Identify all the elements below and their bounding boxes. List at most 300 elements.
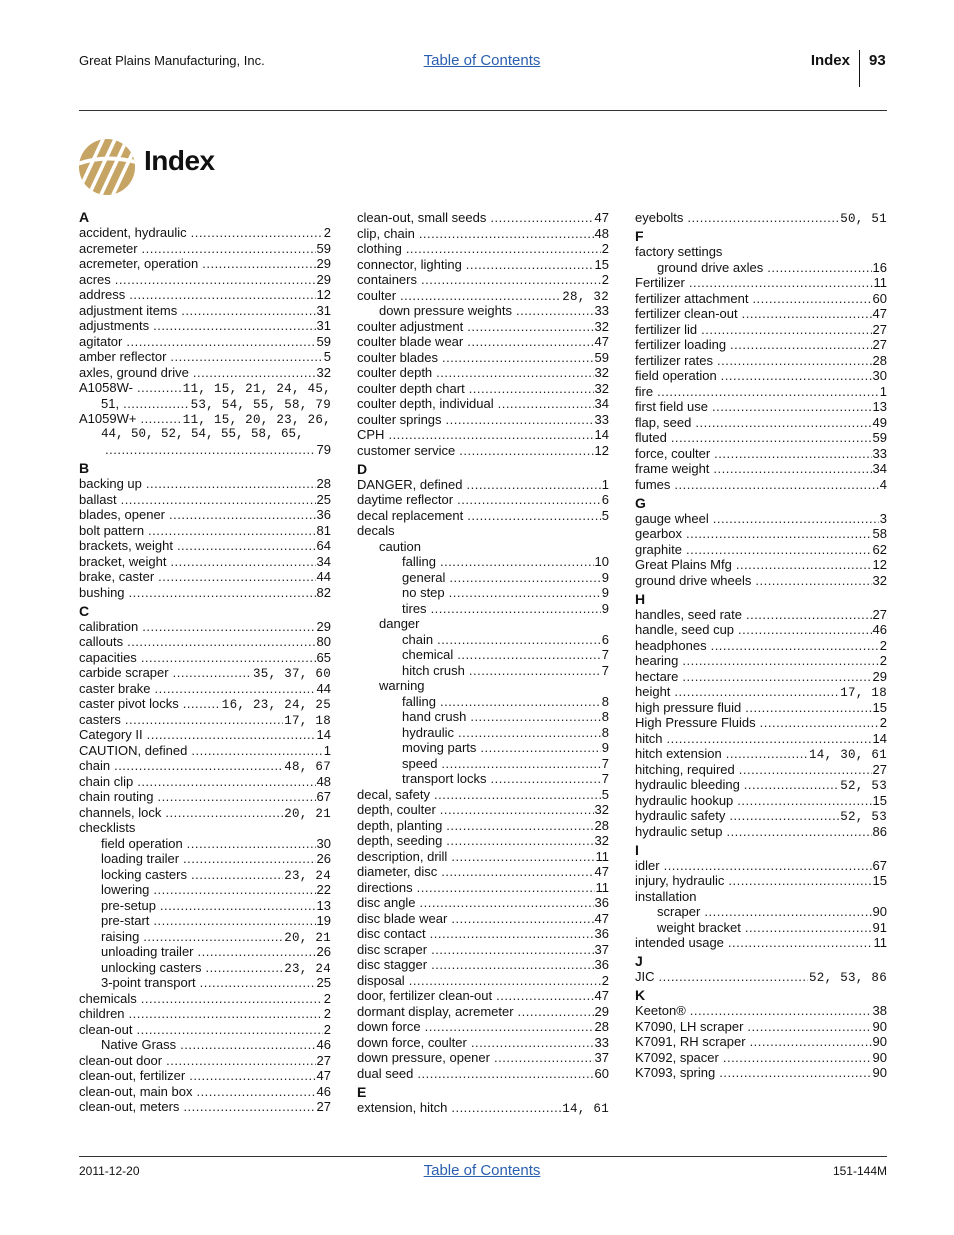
index-entry: [357, 756, 609, 772]
index-entry: [357, 365, 609, 381]
index-page-refs: 44: [316, 569, 331, 584]
index-entry: [357, 539, 609, 555]
index-entry: [79, 318, 331, 334]
index-entry: [357, 288, 609, 304]
company-name: Great Plains Manufacturing, Inc.: [79, 53, 265, 68]
index-page-refs: 11: [595, 879, 609, 895]
dot-leader: [129, 585, 316, 601]
index-term: transport locks: [402, 771, 487, 786]
index-page-refs: 27: [872, 321, 887, 337]
dot-leader: [141, 650, 316, 666]
dot-leader: [747, 1019, 871, 1035]
index-term: brackets, weight: [79, 538, 173, 553]
index-entry: [635, 368, 887, 384]
index-page-refs: 47: [594, 910, 609, 926]
section-name: Index: [810, 52, 850, 69]
index-term: A1058W-: [79, 380, 133, 395]
index-entry: [357, 350, 609, 366]
dot-leader: [738, 622, 872, 638]
index-page-refs: 32: [872, 572, 887, 588]
dot-leader: [446, 833, 593, 849]
dot-leader: [674, 477, 878, 493]
index-term: field operation: [635, 368, 717, 383]
index-entry: [357, 864, 609, 880]
index-term: hydraulic hookup: [635, 792, 734, 808]
dot-leader: [714, 446, 871, 462]
dot-leader: [746, 607, 872, 623]
dot-leader: [469, 663, 601, 679]
index-page-refs: 9: [601, 569, 609, 585]
index-entry: [635, 542, 887, 558]
index-term: factory settings: [635, 244, 723, 259]
dot-leader: [467, 334, 593, 350]
index-entry: [357, 1004, 609, 1020]
index-entry: [79, 287, 331, 303]
toc-link-footer[interactable]: Table of Contents: [423, 1162, 541, 1179]
index-entry: [79, 569, 331, 585]
dot-leader: [451, 911, 593, 927]
dot-leader: [750, 1034, 872, 1050]
index-letter-heading: F: [635, 228, 644, 244]
index-term: frame weight: [635, 461, 710, 476]
index-page-refs: 2: [323, 1021, 331, 1037]
index-page-refs: 20, 21: [284, 806, 331, 820]
index-page-refs: 32: [316, 364, 331, 380]
dot-leader: [664, 858, 872, 874]
index-entry: [635, 210, 887, 226]
index-page-refs: 27: [872, 606, 887, 622]
index-page-refs: 20, 21: [284, 930, 331, 944]
dot-leader: [148, 523, 315, 539]
index-page-refs: 47: [594, 864, 609, 879]
index-page-refs: 81: [316, 522, 331, 538]
dot-leader: [123, 396, 190, 412]
index-term: carbide scraper: [79, 665, 169, 680]
index-term: address: [79, 287, 126, 302]
dot-leader: [441, 864, 593, 880]
index-entry: [79, 492, 331, 508]
index-entry: [635, 511, 887, 527]
index-entry: [79, 634, 331, 650]
index-term: disc scraper: [357, 941, 428, 957]
dot-leader: [466, 257, 594, 273]
dot-leader: [494, 1050, 594, 1066]
index-term: dual seed: [357, 1065, 414, 1081]
index-term: 44, 50, 52, 54, 55, 58, 65,: [101, 426, 304, 441]
index-term: channels, lock: [79, 804, 162, 820]
index-page-refs: 2: [601, 272, 609, 287]
index-entry: [79, 913, 331, 929]
index-term: fumes: [635, 476, 671, 492]
index-entry: [357, 334, 609, 350]
dot-leader: [723, 1050, 872, 1066]
dot-leader: [744, 777, 839, 793]
index-page-refs: 50, 51: [840, 212, 887, 226]
index-term: ground drive wheels: [635, 572, 752, 588]
dot-leader: [437, 632, 601, 648]
dot-leader: [146, 476, 316, 492]
index-page-refs: 64: [316, 538, 331, 553]
dot-leader: [158, 569, 315, 585]
dot-leader: [388, 427, 593, 443]
dot-leader: [202, 256, 315, 272]
index-entry: [635, 384, 887, 400]
index-term: moving parts: [402, 740, 477, 755]
index-letter-heading: K: [635, 987, 646, 1003]
index-entry: [635, 746, 887, 762]
index-term: A1059W+: [79, 411, 137, 426]
dot-leader: [467, 508, 601, 524]
dot-leader: [704, 904, 871, 920]
index-term: fertilizer loading: [635, 337, 727, 352]
dot-leader: [451, 849, 594, 865]
index-term: depth, coulter: [357, 802, 436, 817]
index-page-refs: 5: [323, 349, 331, 364]
index-entry: [357, 492, 609, 508]
index-entry: [357, 740, 609, 756]
index-entry: [357, 272, 609, 288]
dot-leader: [449, 570, 600, 586]
index-entry: [635, 920, 887, 936]
dot-leader: [657, 384, 879, 400]
dot-leader: [745, 700, 871, 716]
index-page-refs: 25: [316, 975, 331, 990]
index-page-refs: 91: [872, 919, 887, 935]
index-term: hydraulic bleeding: [635, 777, 740, 792]
index-entry: [635, 526, 887, 542]
index-page-refs: 2: [879, 653, 887, 668]
toc-link-header[interactable]: Table of Contents: [423, 52, 541, 69]
index-entry: [635, 669, 887, 685]
index-term: hitch: [635, 730, 663, 746]
index-entry: [357, 443, 609, 459]
index-term: DANGER, defined: [357, 476, 463, 492]
index-page-refs: 82: [316, 584, 331, 600]
index-entry: [635, 777, 887, 793]
index-term: flap, seed: [635, 414, 692, 430]
dot-leader: [400, 288, 561, 304]
index-entry: [79, 975, 331, 991]
index-term: down force: [357, 1019, 421, 1034]
index-entry: [79, 681, 331, 697]
dot-leader: [177, 538, 316, 554]
index-entry: [79, 820, 331, 836]
dot-leader: [425, 1019, 594, 1035]
index-term: amber reflector: [79, 349, 167, 364]
footer-rule: [79, 1156, 887, 1157]
index-entry: [357, 926, 609, 942]
dot-leader: [712, 399, 872, 415]
index-term: adjustments: [79, 318, 150, 333]
index-page-refs: 2: [879, 637, 887, 653]
dot-leader: [189, 1068, 315, 1084]
dot-leader: [730, 337, 871, 353]
index-page-refs: 27: [316, 1099, 331, 1114]
index-page-refs: 27: [872, 337, 887, 352]
index-column-2: [357, 210, 609, 1115]
index-page-refs: 32: [594, 318, 609, 334]
index-entry: [79, 334, 331, 350]
index-page-refs: 36: [594, 957, 609, 972]
index-page-refs: 52, 53: [840, 810, 887, 824]
index-page-refs: 31: [316, 318, 331, 333]
index-page-refs: 47: [316, 1068, 331, 1083]
index-page-refs: 11: [595, 848, 609, 864]
dot-leader: [200, 975, 316, 991]
dot-leader: [440, 802, 594, 818]
index-entry: [635, 415, 887, 431]
index-term: callouts: [79, 634, 124, 649]
index-page-refs: 5: [601, 786, 609, 802]
dot-leader: [421, 272, 601, 288]
dot-leader: [431, 942, 593, 958]
index-entry: [79, 712, 331, 728]
index-term: depth, seeding: [357, 833, 443, 848]
index-page-refs: 48, 67: [284, 760, 331, 774]
index-entry: [357, 911, 609, 927]
index-page-refs: 28: [594, 1019, 609, 1034]
dot-leader: [125, 712, 283, 728]
index-letter-heading: G: [635, 494, 646, 511]
dot-leader: [198, 944, 316, 960]
index-term: Keeton®: [635, 1003, 686, 1018]
dot-leader: [711, 638, 879, 654]
index-entry: [79, 1053, 331, 1069]
index-entry: [635, 244, 887, 260]
index-entry: [357, 1100, 609, 1116]
index-page-refs: 30: [316, 835, 331, 851]
dot-leader: [417, 880, 595, 896]
index-term: brake, caster: [79, 569, 155, 584]
dot-leader: [153, 913, 315, 929]
index-entry: [357, 632, 609, 648]
index-term: hitching, required: [635, 761, 735, 777]
dot-leader: [726, 746, 808, 762]
index-page-refs: 28: [594, 817, 609, 833]
index-term: general: [402, 569, 446, 585]
dot-leader: [736, 557, 872, 573]
index-term: fertilizer rates: [635, 352, 714, 368]
footer-date: 2011-12-20: [79, 1164, 140, 1178]
dot-leader: [191, 867, 283, 883]
index-page-refs: 8: [601, 693, 609, 709]
index-term: clean-out: [79, 1021, 133, 1037]
index-entry: [357, 694, 609, 710]
index-entry: [79, 1099, 331, 1115]
index-term: decal, safety: [357, 786, 430, 802]
index-page-refs: 47: [594, 988, 609, 1003]
index-page-refs: 28, 32: [562, 289, 609, 303]
index-entry: [79, 960, 331, 976]
index-page-refs: 6: [601, 631, 609, 647]
dot-leader: [752, 291, 871, 307]
dot-leader: [409, 973, 601, 989]
dot-leader: [166, 1053, 315, 1069]
dot-leader: [659, 969, 808, 985]
index-entry: [357, 241, 609, 257]
dot-leader: [170, 554, 315, 570]
dot-leader: [469, 381, 594, 397]
dot-leader: [721, 368, 872, 384]
dot-leader: [121, 492, 316, 508]
dot-leader: [713, 461, 871, 477]
index-entry: [357, 412, 609, 428]
index-entry: [79, 789, 331, 805]
index-entry: [79, 1022, 331, 1038]
dot-leader: [419, 226, 594, 242]
index-entry: [79, 365, 331, 381]
dot-leader: [420, 895, 594, 911]
index-column-3: [635, 210, 887, 1081]
index-entry: [79, 1084, 331, 1100]
index-page-refs: 15: [872, 873, 887, 888]
index-page-refs: 9: [601, 585, 609, 600]
index-page-refs: 7: [601, 647, 609, 662]
index-term: acres: [79, 271, 111, 287]
index-term: acremeter: [79, 240, 138, 256]
index-entry: [357, 725, 609, 741]
dot-leader: [682, 653, 878, 669]
index-term: K7093, spring: [635, 1065, 716, 1080]
index-term: coulter blades: [357, 349, 438, 365]
index-term: speed: [402, 755, 438, 771]
dot-leader: [717, 353, 872, 369]
dot-leader: [729, 808, 839, 824]
index-entry: [357, 678, 609, 694]
index-entry: [635, 935, 887, 951]
index-entry: [635, 889, 887, 905]
index-page-refs: 32: [594, 380, 609, 396]
dot-leader: [417, 1066, 593, 1082]
index-term: chain routing: [79, 789, 154, 804]
dot-leader: [137, 380, 182, 396]
dot-leader: [127, 634, 315, 650]
index-term: handle, seed cup: [635, 622, 735, 637]
index-entry: [357, 833, 609, 849]
index-term: Fertilizer: [635, 275, 685, 290]
index-page-refs: 30: [872, 368, 887, 383]
dot-leader: [129, 287, 315, 303]
index-term: directions: [357, 879, 413, 895]
index-page-refs: 1: [879, 383, 887, 399]
index-term: chain: [402, 631, 434, 647]
index-page-refs: 2: [323, 990, 331, 1006]
index-page-refs: 10: [594, 554, 609, 569]
index-entry: [635, 322, 887, 338]
index-term: fertilizer attachment: [635, 290, 749, 306]
index-page-refs: 14: [594, 427, 609, 442]
index-term: force, coulter: [635, 445, 711, 461]
index-term: falling: [402, 554, 436, 569]
index-page-refs: 4: [879, 476, 887, 492]
index-entry: [79, 303, 331, 319]
dot-leader: [191, 225, 323, 241]
dot-leader: [491, 771, 601, 787]
index-page-refs: 59: [316, 333, 331, 349]
dot-leader: [496, 988, 593, 1004]
index-entry: [79, 256, 331, 272]
index-entry: [635, 638, 887, 654]
dot-leader: [480, 740, 600, 756]
index-page-refs: 12: [316, 287, 331, 302]
dot-leader: [196, 1084, 315, 1100]
dot-leader: [451, 1100, 561, 1116]
index-term: customer service: [357, 442, 456, 458]
dot-leader: [191, 743, 322, 759]
index-term: coulter adjustment: [357, 318, 464, 334]
index-term: hitch extension: [635, 746, 722, 761]
index-term: fertilizer clean-out: [635, 306, 738, 321]
dot-leader: [129, 1006, 323, 1022]
index-term: adjustment items: [79, 302, 178, 318]
index-term: idler: [635, 857, 660, 873]
index-page-refs: 59: [316, 240, 331, 256]
index-page-refs: 11, 15, 20, 23, 26,: [182, 413, 331, 427]
index-page-refs: 90: [872, 1034, 887, 1049]
index-entry: [357, 849, 609, 865]
index-entry: [635, 1034, 887, 1050]
index-page-refs: 14: [316, 727, 331, 742]
index-term: backing up: [79, 476, 142, 491]
index-term: unlocking casters: [101, 959, 202, 975]
index-entry: [635, 446, 887, 462]
index-page-refs: 59: [872, 430, 887, 445]
index-page-refs: 15: [872, 699, 887, 715]
index-term: chain clip: [79, 773, 134, 789]
index-entry: [79, 665, 331, 681]
index-entry: [635, 260, 887, 276]
index-entry: [635, 1003, 887, 1019]
index-entry: [79, 1037, 331, 1053]
index-entry: [357, 554, 609, 570]
dot-leader: [457, 492, 601, 508]
index-term: K7092, spacer: [635, 1049, 719, 1065]
index-term: containers: [357, 272, 417, 287]
index-term: Native Grass: [101, 1037, 177, 1052]
index-page-refs: 7: [601, 755, 609, 771]
index-term: axles, ground drive: [79, 364, 189, 380]
index-page-refs: 15: [594, 256, 609, 272]
index-entry: [357, 523, 609, 539]
index-entry: [79, 867, 331, 883]
index-entry: [635, 969, 887, 985]
dot-leader: [137, 774, 315, 790]
dot-leader: [155, 681, 316, 697]
index-entry: [357, 210, 609, 226]
index-entry: [635, 607, 887, 623]
index-letter-heading: J: [635, 953, 643, 969]
index-entry: [635, 700, 887, 716]
dot-leader: [431, 601, 601, 617]
dot-leader: [169, 507, 316, 523]
index-entry: [357, 381, 609, 397]
index-page-refs: 26: [316, 944, 331, 959]
dot-leader: [467, 319, 593, 335]
index-entry: [357, 1035, 609, 1051]
index-entry: [635, 793, 887, 809]
dot-leader: [728, 873, 871, 889]
index-term: CAUTION, defined: [79, 742, 188, 758]
index-term: caster pivot locks: [79, 696, 179, 711]
dot-leader: [434, 787, 601, 803]
index-term: door, fertilizer clean-out: [357, 988, 493, 1003]
index-entry: [79, 442, 331, 458]
index-page-refs: 28: [316, 476, 331, 491]
index-page-refs: 27: [316, 1052, 331, 1068]
dot-leader: [193, 365, 316, 381]
index-term: connector, lighting: [357, 256, 462, 272]
index-term: extension, hitch: [357, 1099, 448, 1115]
